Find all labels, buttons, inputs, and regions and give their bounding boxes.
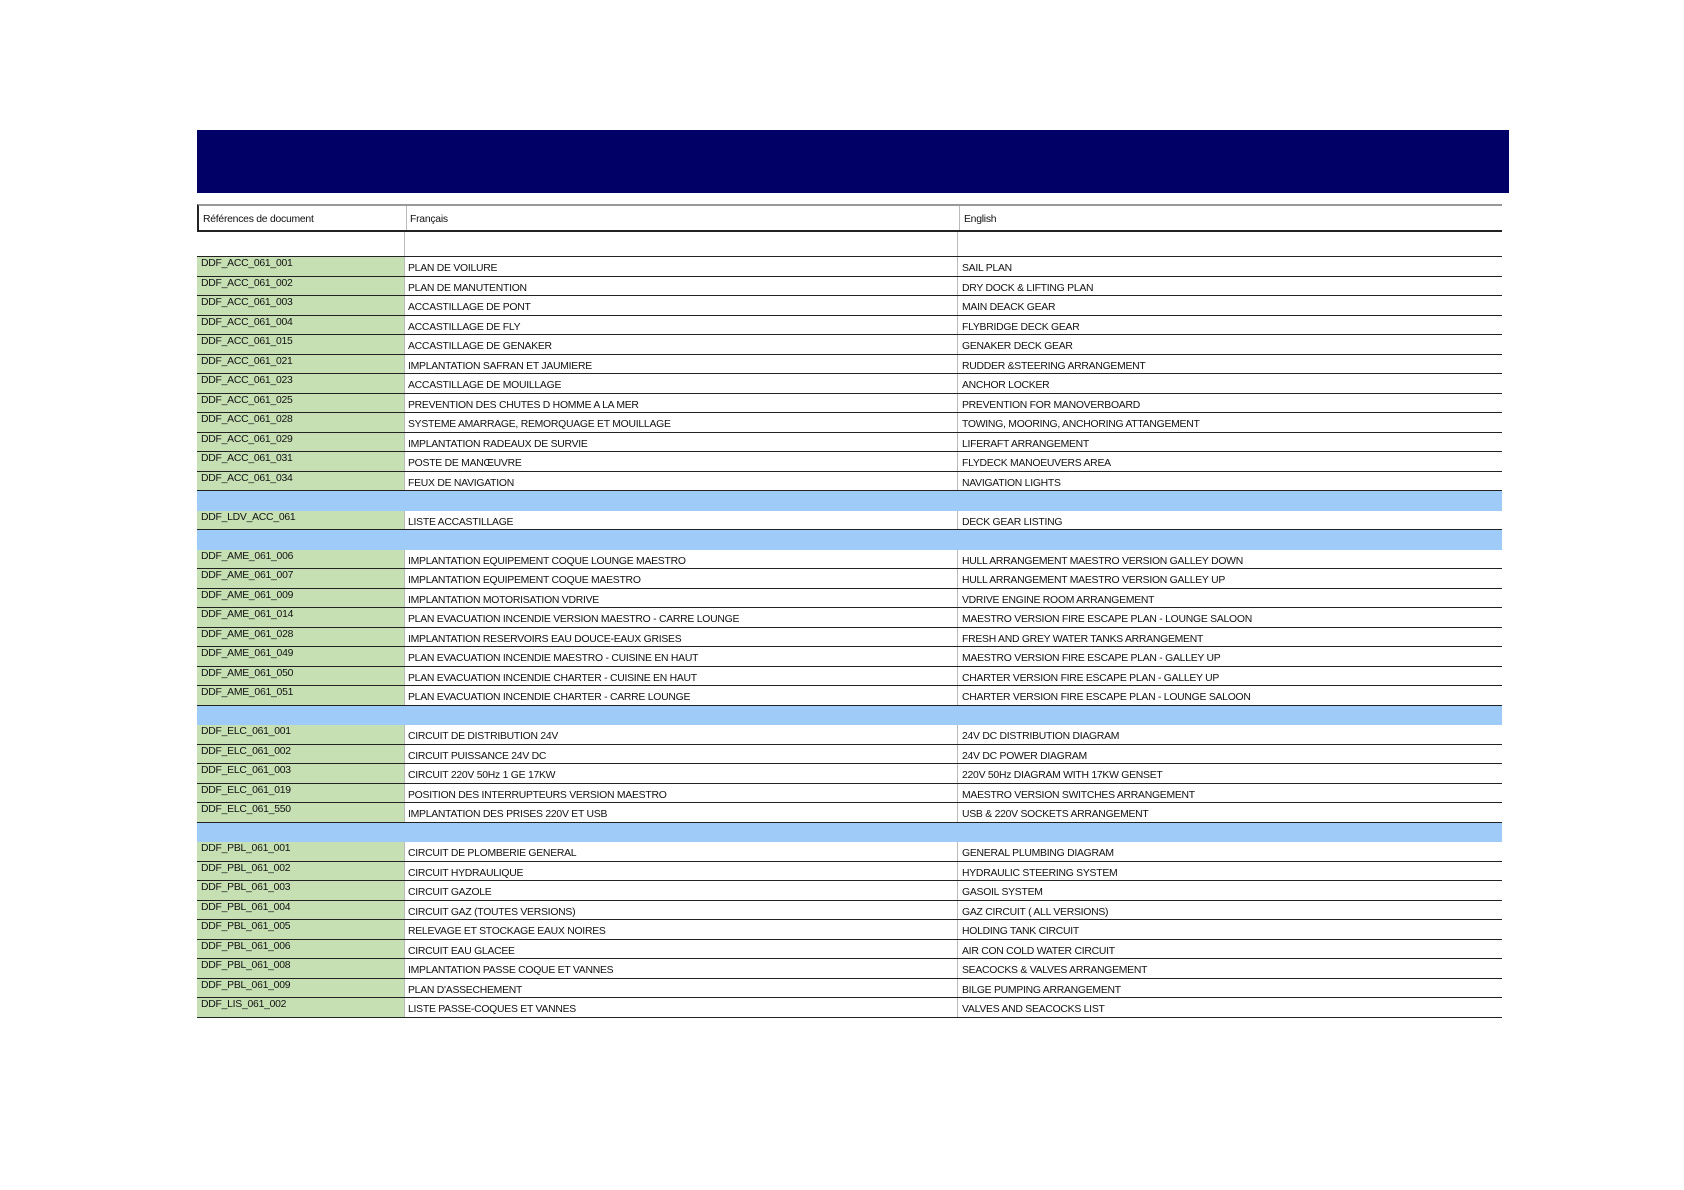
section-separator: [197, 823, 1502, 843]
doc-reference-cell: DDF_PBL_061_009: [197, 979, 404, 998]
french-title-cell: IMPLANTATION EQUIPEMENT COQUE MAESTRO: [404, 569, 957, 588]
table-header-row: [197, 204, 1502, 232]
section-separator: [197, 706, 1502, 726]
english-title-cell: MAIN DEACK GEAR: [957, 296, 1502, 315]
table-row: [197, 745, 1502, 765]
header-fr: Français: [406, 206, 959, 230]
doc-reference-cell: DDF_AME_061_007: [197, 569, 404, 588]
english-title-cell: USB & 220V SOCKETS ARRANGEMENT: [957, 803, 1502, 822]
english-title-cell: PREVENTION FOR MANOVERBOARD: [957, 394, 1502, 413]
english-title-cell: ANCHOR LOCKER: [957, 374, 1502, 393]
english-title-cell: 220V 50Hz DIAGRAM WITH 17KW GENSET: [957, 764, 1502, 783]
doc-reference-cell: DDF_ACC_061_015: [197, 335, 404, 354]
english-title-cell: GENERAL PLUMBING DIAGRAM: [957, 842, 1502, 861]
french-title-cell: ACCASTILLAGE DE GENAKER: [404, 335, 957, 354]
english-title-cell: HULL ARRANGEMENT MAESTRO VERSION GALLEY DOWN: [957, 550, 1502, 569]
english-title-cell: LIFERAFT ARRANGEMENT: [957, 433, 1502, 452]
english-title-cell: GAZ CIRCUIT ( ALL VERSIONS): [957, 901, 1502, 920]
english-title-cell: HYDRAULIC STEERING SYSTEM: [957, 862, 1502, 881]
table-row: [197, 277, 1502, 297]
french-title-cell: PLAN EVACUATION INCENDIE CHARTER - CARRE LOUNGE: [404, 686, 957, 705]
english-title-cell: HULL ARRANGEMENT MAESTRO VERSION GALLEY UP: [957, 569, 1502, 588]
french-title-cell: RELEVAGE ET STOCKAGE EAUX NOIRES: [404, 920, 957, 939]
english-title-cell: VDRIVE ENGINE ROOM ARRANGEMENT: [957, 589, 1502, 608]
french-title-cell: CIRCUIT GAZ (TOUTES VERSIONS): [404, 901, 957, 920]
french-title-cell: IMPLANTATION RADEAUX DE SURVIE: [404, 433, 957, 452]
french-title-cell: PLAN D'ASSECHEMENT: [404, 979, 957, 998]
doc-reference-cell: DDF_ACC_061_034: [197, 472, 404, 491]
french-title-cell: CIRCUIT DE DISTRIBUTION 24V: [404, 725, 957, 744]
doc-reference-cell: DDF_LIS_061_002: [197, 998, 404, 1017]
french-title-cell: ACCASTILLAGE DE FLY: [404, 316, 957, 335]
french-title-cell: PLAN DE MANUTENTION: [404, 277, 957, 296]
table-row: [197, 803, 1502, 823]
table-row: [197, 647, 1502, 667]
table-row: [197, 413, 1502, 433]
table-row: [197, 374, 1502, 394]
french-title-cell: FEUX DE NAVIGATION: [404, 472, 957, 491]
table-row: [197, 296, 1502, 316]
english-title-cell: CHARTER VERSION FIRE ESCAPE PLAN - LOUNGE SALOON: [957, 686, 1502, 705]
doc-reference-cell: DDF_ACC_061_003: [197, 296, 404, 315]
french-title-cell: POSITION DES INTERRUPTEURS VERSION MAESTRO: [404, 784, 957, 803]
english-title-cell: FRESH AND GREY WATER TANKS ARRANGEMENT: [957, 628, 1502, 647]
doc-reference-cell: DDF_ACC_061_021: [197, 355, 404, 374]
french-title-cell: CIRCUIT PUISSANCE 24V DC: [404, 745, 957, 764]
french-title-cell: PLAN EVACUATION INCENDIE MAESTRO - CUISINE EN HAUT: [404, 647, 957, 666]
table-row: [197, 686, 1502, 706]
english-title-cell: AIR CON COLD WATER CIRCUIT: [957, 940, 1502, 959]
table-row: [197, 998, 1502, 1018]
table-row: [197, 452, 1502, 472]
french-title-cell: PREVENTION DES CHUTES D HOMME A LA MER: [404, 394, 957, 413]
doc-reference-cell: DDF_PBL_061_005: [197, 920, 404, 939]
french-title-cell: PLAN EVACUATION INCENDIE VERSION MAESTRO - CARRE LOUNGE: [404, 608, 957, 627]
doc-reference-cell: DDF_AME_061_014: [197, 608, 404, 627]
doc-reference-cell: DDF_PBL_061_003: [197, 881, 404, 900]
doc-reference-cell: DDF_ELC_061_019: [197, 784, 404, 803]
french-title-cell: PLAN DE VOILURE: [404, 257, 957, 276]
french-title-cell: IMPLANTATION MOTORISATION VDRIVE: [404, 589, 957, 608]
table-row: [197, 667, 1502, 687]
doc-reference-cell: DDF_ACC_061_023: [197, 374, 404, 393]
section-separator: [197, 530, 1502, 550]
english-title-cell: FLYBRIDGE DECK GEAR: [957, 316, 1502, 335]
doc-reference-cell: DDF_ELC_061_003: [197, 764, 404, 783]
french-title-cell: POSTE DE MANŒUVRE: [404, 452, 957, 471]
table-row: [197, 920, 1502, 940]
table-row: [197, 316, 1502, 336]
doc-reference-cell: DDF_PBL_061_001: [197, 842, 404, 861]
table-row: [197, 725, 1502, 745]
blank-row: [197, 232, 1502, 257]
english-title-cell: RUDDER &STEERING ARRANGEMENT: [957, 355, 1502, 374]
doc-reference-cell: DDF_PBL_061_006: [197, 940, 404, 959]
english-title-cell: MAESTRO VERSION FIRE ESCAPE PLAN - GALLEY UP: [957, 647, 1502, 666]
french-title-cell: CIRCUIT 220V 50Hz 1 GE 17KW: [404, 764, 957, 783]
french-title-cell: CIRCUIT DE PLOMBERIE GENERAL: [404, 842, 957, 861]
doc-reference-cell: DDF_AME_061_006: [197, 550, 404, 569]
doc-reference-cell: DDF_ELC_061_550: [197, 803, 404, 822]
english-title-cell: 24V DC DISTRIBUTION DIAGRAM: [957, 725, 1502, 744]
table-row: [197, 881, 1502, 901]
english-title-cell: TOWING, MOORING, ANCHORING ATTANGEMENT: [957, 413, 1502, 432]
french-title-cell: LISTE ACCASTILLAGE: [404, 511, 957, 530]
table-row: [197, 784, 1502, 804]
table-row: [197, 608, 1502, 628]
blank-cell: [404, 232, 957, 256]
table-row: [197, 511, 1502, 531]
english-title-cell: CHARTER VERSION FIRE ESCAPE PLAN - GALLEY UP: [957, 667, 1502, 686]
english-title-cell: SAIL PLAN: [957, 257, 1502, 276]
table-row: [197, 355, 1502, 375]
doc-reference-cell: DDF_ELC_061_002: [197, 745, 404, 764]
table-row: [197, 433, 1502, 453]
table-row: [197, 901, 1502, 921]
english-title-cell: DECK GEAR LISTING: [957, 511, 1502, 530]
english-title-cell: BILGE PUMPING ARRANGEMENT: [957, 979, 1502, 998]
english-title-cell: GENAKER DECK GEAR: [957, 335, 1502, 354]
english-title-cell: HOLDING TANK CIRCUIT: [957, 920, 1502, 939]
table-row: [197, 979, 1502, 999]
french-title-cell: IMPLANTATION PASSE COQUE ET VANNES: [404, 959, 957, 978]
french-title-cell: CIRCUIT GAZOLE: [404, 881, 957, 900]
table-row: [197, 550, 1502, 570]
doc-reference-cell: DDF_ACC_061_029: [197, 433, 404, 452]
doc-reference-cell: DDF_AME_061_028: [197, 628, 404, 647]
french-title-cell: IMPLANTATION DES PRISES 220V ET USB: [404, 803, 957, 822]
header-ref: Références de document: [199, 206, 404, 230]
english-title-cell: FLYDECK MANOEUVERS AREA: [957, 452, 1502, 471]
french-title-cell: IMPLANTATION EQUIPEMENT COQUE LOUNGE MAESTRO: [404, 550, 957, 569]
english-title-cell: MAESTRO VERSION SWITCHES ARRANGEMENT: [957, 784, 1502, 803]
doc-reference-cell: DDF_ACC_061_028: [197, 413, 404, 432]
document-table: [197, 204, 1502, 1018]
english-title-cell: NAVIGATION LIGHTS: [957, 472, 1502, 491]
header-en: English: [959, 206, 1504, 230]
doc-reference-cell: DDF_AME_061_051: [197, 686, 404, 705]
doc-reference-cell: DDF_PBL_061_008: [197, 959, 404, 978]
french-title-cell: ACCASTILLAGE DE PONT: [404, 296, 957, 315]
table-row: [197, 842, 1502, 862]
doc-reference-cell: DDF_ACC_061_001: [197, 257, 404, 276]
table-row: [197, 257, 1502, 277]
table-row: [197, 394, 1502, 414]
table-row: [197, 940, 1502, 960]
english-title-cell: 24V DC POWER DIAGRAM: [957, 745, 1502, 764]
doc-reference-cell: DDF_ACC_061_025: [197, 394, 404, 413]
doc-reference-cell: DDF_LDV_ACC_061: [197, 511, 404, 530]
doc-reference-cell: DDF_PBL_061_002: [197, 862, 404, 881]
table-row: [197, 335, 1502, 355]
french-title-cell: IMPLANTATION SAFRAN ET JAUMIERE: [404, 355, 957, 374]
section-separator: [197, 491, 1502, 511]
blank-cell: [957, 232, 1502, 256]
doc-reference-cell: DDF_ACC_061_004: [197, 316, 404, 335]
french-title-cell: ACCASTILLAGE DE MOUILLAGE: [404, 374, 957, 393]
english-title-cell: DRY DOCK & LIFTING PLAN: [957, 277, 1502, 296]
table-row: [197, 862, 1502, 882]
doc-reference-cell: DDF_PBL_061_004: [197, 901, 404, 920]
french-title-cell: SYSTEME AMARRAGE, REMORQUAGE ET MOUILLAGE: [404, 413, 957, 432]
table-row: [197, 959, 1502, 979]
french-title-cell: IMPLANTATION RESERVOIRS EAU DOUCE-EAUX GRISES: [404, 628, 957, 647]
table-row: [197, 628, 1502, 648]
french-title-cell: CIRCUIT HYDRAULIQUE: [404, 862, 957, 881]
doc-reference-cell: DDF_AME_061_009: [197, 589, 404, 608]
french-title-cell: PLAN EVACUATION INCENDIE CHARTER - CUISINE EN HAUT: [404, 667, 957, 686]
french-title-cell: LISTE PASSE-COQUES ET VANNES: [404, 998, 957, 1017]
doc-reference-cell: DDF_AME_061_050: [197, 667, 404, 686]
english-title-cell: VALVES AND SEACOCKS LIST: [957, 998, 1502, 1017]
table-row: [197, 472, 1502, 492]
table-row: [197, 764, 1502, 784]
doc-reference-cell: DDF_ACC_061_031: [197, 452, 404, 471]
table-row: [197, 569, 1502, 589]
doc-reference-cell: DDF_ELC_061_001: [197, 725, 404, 744]
english-title-cell: MAESTRO VERSION FIRE ESCAPE PLAN - LOUNGE SALOON: [957, 608, 1502, 627]
english-title-cell: GASOIL SYSTEM: [957, 881, 1502, 900]
table-row: [197, 589, 1502, 609]
doc-reference-cell: DDF_AME_061_049: [197, 647, 404, 666]
english-title-cell: SEACOCKS & VALVES ARRANGEMENT: [957, 959, 1502, 978]
title-banner: [197, 130, 1509, 193]
doc-reference-cell: DDF_ACC_061_002: [197, 277, 404, 296]
french-title-cell: CIRCUIT EAU GLACEE: [404, 940, 957, 959]
